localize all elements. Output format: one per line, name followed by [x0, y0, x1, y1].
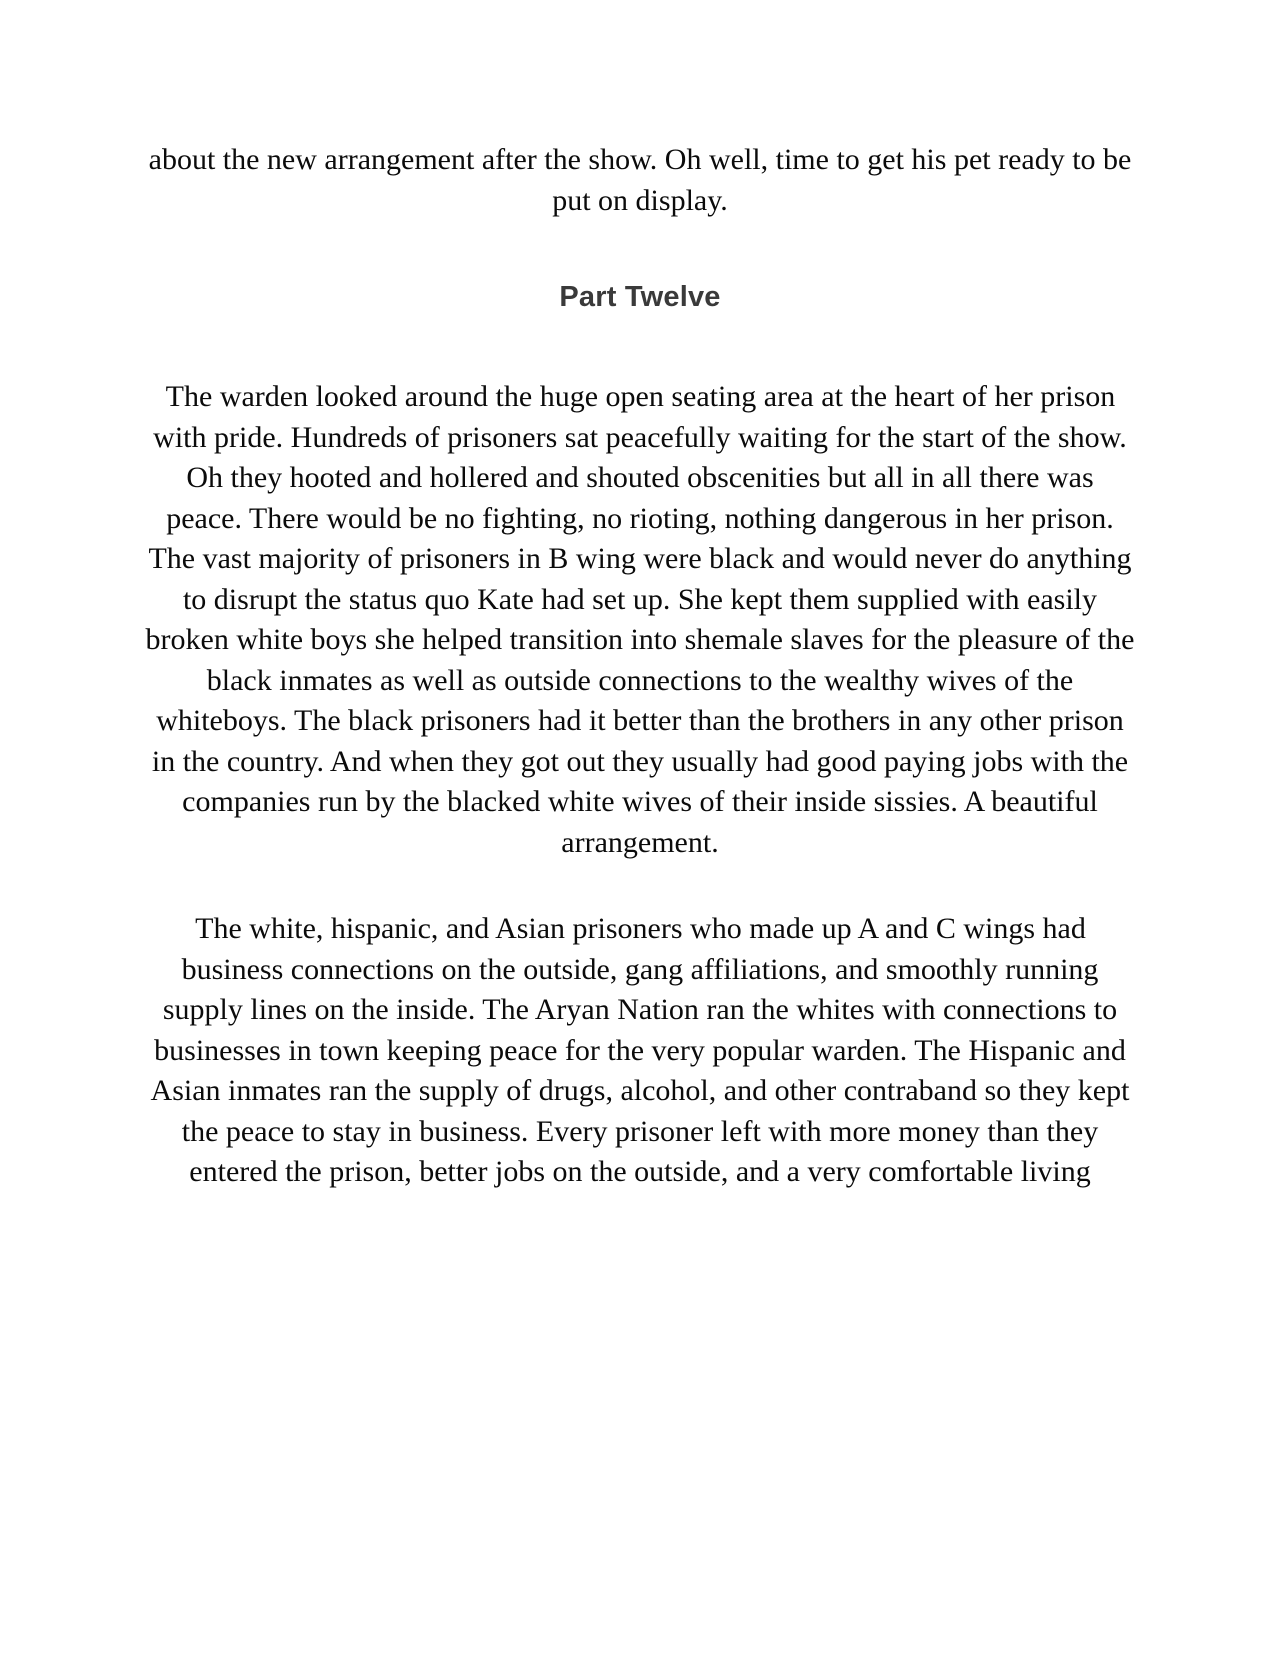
- spacer-after-heading: [145, 315, 1135, 377]
- paragraph-wings: The white, hispanic, and Asian prisoners who made up A and C wings had business connections on the outside, gang affiliations, and smoothly running supply lines on the inside. The Aryan Nation ran the whites with connections to businesses in town keeping peace for the very popular warden. The Hispanic and Asian inmates ran the supply of drugs, alcohol, and other contraband so they kept the peace to stay in business. Every prisoner left with more money than they entered the prison, better jobs on the outside, and a very comfortable living: [150, 912, 1130, 1188]
- paragraph-continuation: about the new arrangement after the show. Oh well, time to get his pet ready to be put on display.: [148, 143, 1132, 217]
- paragraph-warden: The warden looked around the huge open seating area at the heart of her prison with pride. Hundreds of prisoners sat peacefully waiting for the start of the show. Oh they hooted and hollered and shouted obscenities but all in all there was peace. There would be no fighting, no rioting, nothing dangerous in her prison. The vast majority of prisoners in B wing were black and would never do anything to disrupt the status quo Kate had set up. She kept them supplied with easily broken white boys she helped transition into shemale slaves for the pleasure of the black inmates as well as outside connections to the wealthy wives of the whiteboys. The black prisoners had it better than the brothers in any other prison in the country. And when they got out they usually had good paying jobs with the companies run by the blacked white wives of their inside sissies. A beautiful arrangement.: [145, 380, 1135, 859]
- section-heading: Part Twelve: [559, 281, 721, 313]
- spacer-before-heading: [145, 221, 1135, 279]
- spacer-between-paragraphs: [145, 863, 1135, 909]
